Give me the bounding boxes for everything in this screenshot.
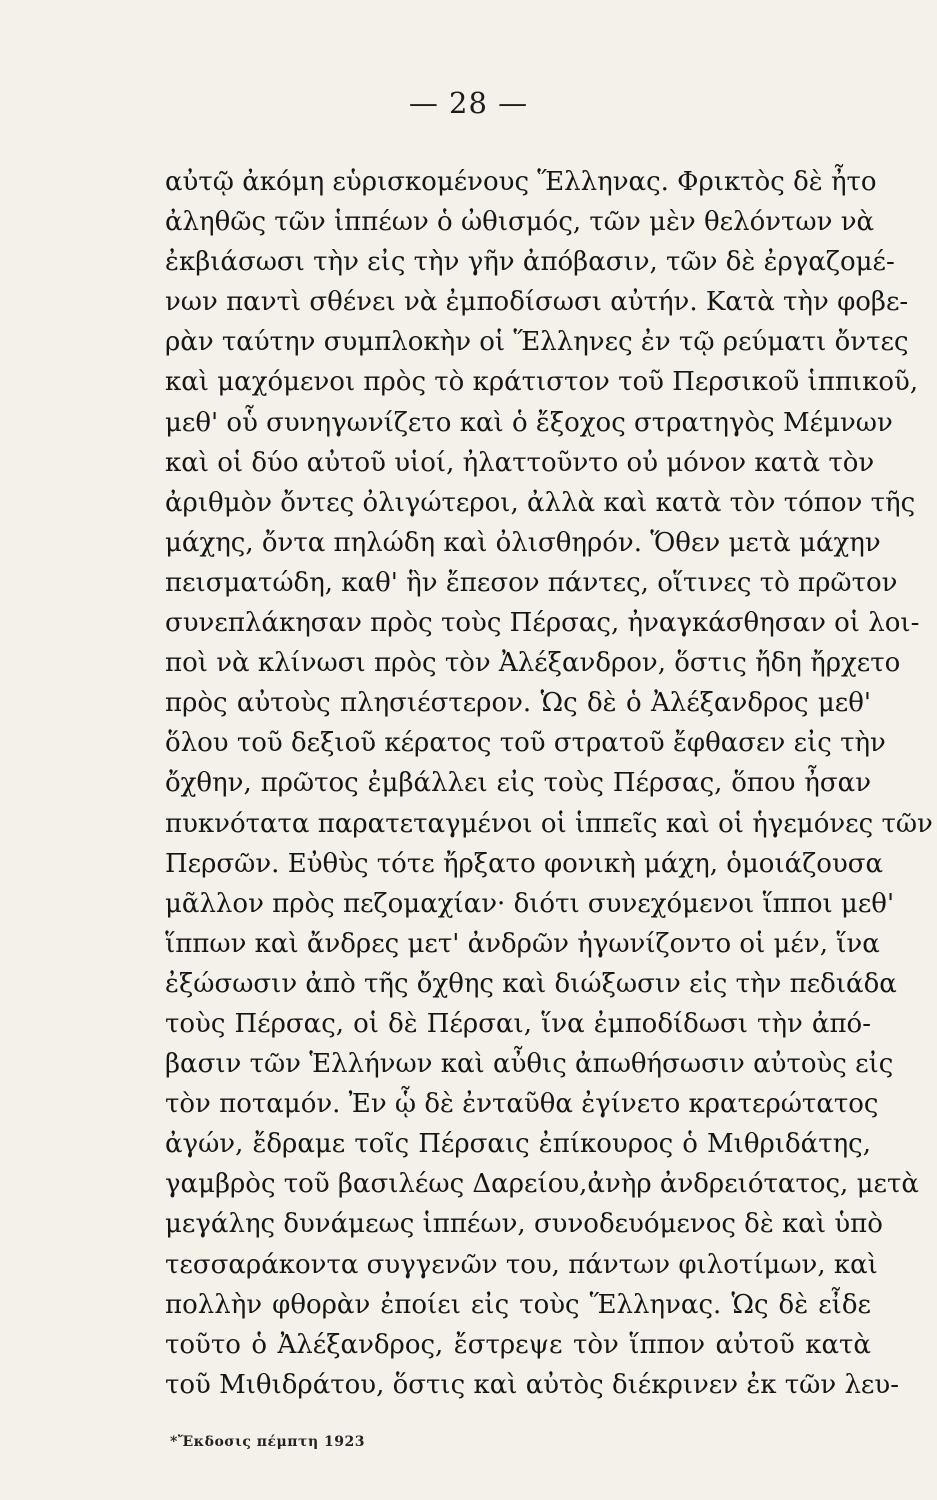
text-line: ἀγών, ἔδραμε τοῖς Πέρσαις ἐπίκουρος ὁ Μιθριδάτης,	[165, 1129, 871, 1160]
text-line: ἀριθμὸν ὄντες ὀλιγώτεροι, ἀλλὰ καὶ κατὰ τὸν τόπον τῆς	[165, 487, 916, 518]
page-number: — 28 —	[408, 86, 529, 120]
text-line: βασιν τῶν Ἑλλήνων καὶ αὖθις ἀπωθήσωσιν αὐτοὺς εἰς	[165, 1049, 894, 1080]
text-line: τοῦτο ὁ Ἀλέξανδρος, ἔστρεψε τὸν ἵππον αὐτοῦ κατὰ	[165, 1329, 871, 1360]
text-line: πρὸς αὐτοὺς πλησιέστερον. Ὡς δὲ ὁ Ἀλέξανδρος μεθ'	[165, 688, 871, 719]
text-line: ἵππων καὶ ἄνδρες μετ' ἀνδρῶν ἠγωνίζοντο οἱ μέν, ἵνα	[165, 928, 880, 959]
text-line: ἐκβιάσωσι τὴν εἰς τὴν γῆν ἀπόβασιν, τῶν δὲ ἐργαζομέ-	[165, 247, 895, 278]
text-line: καὶ μαχόμενοι πρὸς τὸ κράτιστον τοῦ Περσικοῦ ἱππικοῦ,	[165, 367, 919, 398]
text-line: ἐξώσωσιν ἀπὸ τῆς ὄχθης καὶ διώξωσιν εἰς τὴν πεδιάδα	[165, 968, 897, 999]
text-line: Περσῶν. Εὐθὺς τότε ἤρξατο φονικὴ μάχη, ὁμοιάζουσα	[165, 848, 884, 879]
text-line: γαμβρὸς τοῦ βασιλέως Δαρείου,ἀνὴρ ἀνδρειότατος, μετὰ	[165, 1169, 919, 1200]
text-line: πυκνότατα παρατεταγμένοι οἱ ἱππεῖς καὶ οἱ ἡγεμόνες τῶν	[165, 808, 933, 839]
text-line: μᾶλλον πρὸς πεζομαχίαν· διότι συνεχόμενοι ἵπποι μεθ'	[165, 888, 895, 919]
text-line: ὅλου τοῦ δεξιοῦ κέρατος τοῦ στρατοῦ ἔφθασεν εἰς τὴν	[165, 728, 886, 759]
text-line: συνεπλάκησαν πρὸς τοὺς Πέρσας, ἠναγκάσθησαν οἱ λοι-	[165, 608, 920, 639]
text-line: ποὶ νὰ κλίνωσι πρὸς τὸν Ἀλέξανδρον, ὅστις ἤδη ἤρχετο	[165, 648, 901, 679]
text-line: τὸν ποταμόν. Ἐν ᾧ δὲ ἐνταῦθα ἐγίνετο κρατερώτατος	[165, 1089, 879, 1120]
text-line: μεθ' οὗ συνηγωνίζετο καὶ ὁ ἔξοχος στρατηγὸς Μέμνων	[165, 407, 893, 438]
text-line: ρὰν ταύτην συμπλοκὴν οἱ Ἕλληνες ἐν τῷ ρεύματι ὄντες	[165, 327, 909, 358]
text-line: τεσσαράκοντα συγγενῶν του, πάντων φιλοτίμων, καὶ	[165, 1249, 878, 1280]
text-line: καὶ οἱ δύο αὐτοῦ υἱοί, ἠλαττοῦντο οὐ μόνον κατὰ τὸν	[165, 447, 875, 478]
text-line: τοῦ Μιθιδράτου, ὅστις καὶ αὐτὸς διέκρινεν ἐκ τῶν λευ-	[165, 1369, 899, 1400]
text-line: ἀληθῶς τῶν ἱππέων ὁ ὠθισμός, τῶν μὲν θελόντων νὰ	[165, 207, 875, 238]
text-line: ὄχθην, πρῶτος ἐμβάλλει εἰς τοὺς Πέρσας, ὅπου ἦσαν	[165, 768, 871, 799]
text-line: πολλὴν φθορὰν ἐποίει εἰς τοὺς Ἕλληνας. Ὡς δὲ εἶδε	[165, 1289, 871, 1320]
text-line: πεισματώδη, καθ' ἣν ἔπεσον πάντες, οἵτινες τὸ πρῶτον	[165, 567, 898, 598]
edition-note: *Ἔκδοσις πέμπτη 1923	[170, 1434, 365, 1450]
text-line: μεγάλης δυνάμεως ἱππέων, συνοδευόμενος δὲ καὶ ὑπὸ	[165, 1209, 883, 1240]
text-line: τοὺς Πέρσας, οἱ δὲ Πέρσαι, ἵνα ἐμποδίδωσι τὴν ἀπό-	[165, 1008, 871, 1039]
text-line: αὐτῷ ἀκόμη εὑρισκομένους Ἕλληνας. Φρικτὸς δὲ ἦτο	[165, 167, 877, 197]
text-line: μάχης, ὄντα πηλώδη καὶ ὀλισθηρόν. Ὅθεν μετὰ μάχην	[165, 527, 881, 558]
body-text	[165, 162, 933, 1405]
text-line: νων παντὶ σθένει νὰ ἐμποδίσωσι αὐτήν. Κατὰ τὴν φοβε-	[165, 287, 909, 318]
